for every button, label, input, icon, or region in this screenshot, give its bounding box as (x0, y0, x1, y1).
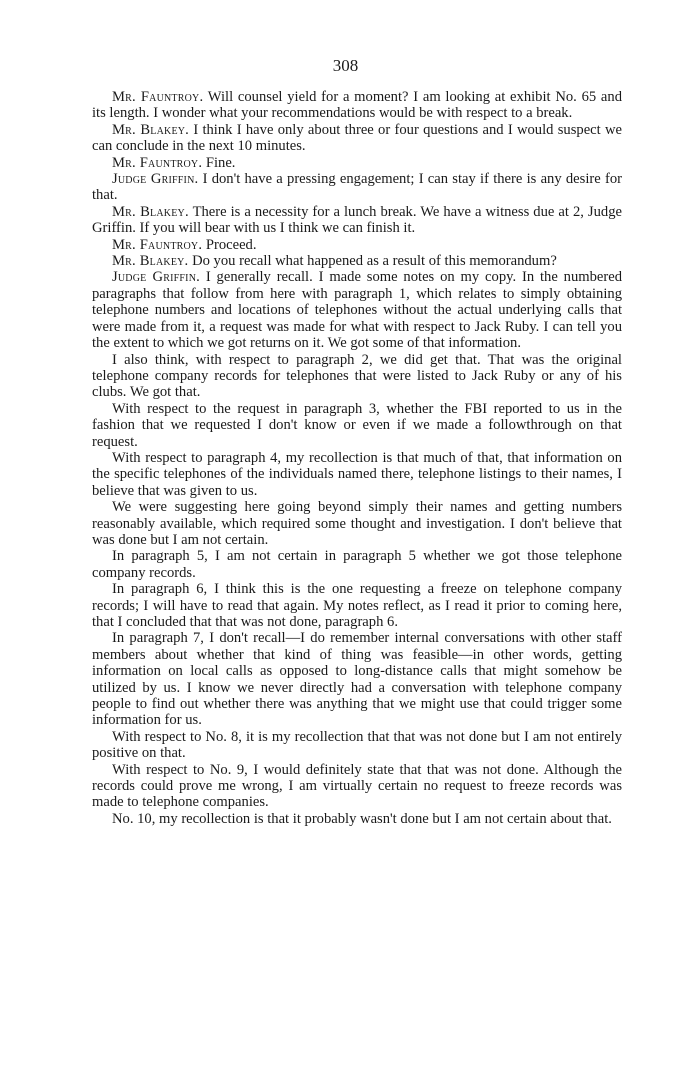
transcript-paragraph (92, 729, 622, 762)
transcript-paragraph (92, 401, 622, 450)
transcript-paragraph (92, 352, 622, 401)
paragraph-text: In paragraph 6, I think this is the one requesting a freeze on telephone company records; I will have to read that again. My notes reflect, as I read it prior to coming here, that I concluded that that was not done, paragraph 6. (92, 581, 622, 630)
page-number: 308 (332, 56, 359, 75)
transcript-paragraph (92, 811, 622, 827)
paragraph-text: Proceed. (202, 236, 257, 253)
transcript-body (92, 89, 622, 827)
transcript-paragraph (92, 253, 622, 269)
transcript-paragraph (92, 122, 622, 155)
paragraph-text: Fine. (202, 154, 236, 171)
speaker-name: Mr. Blakey. (112, 253, 189, 270)
paragraph-text: No. 10, my recollection is that it probably wasn't done but I am not certain about that. (112, 810, 612, 827)
paragraph-text: There is a necessity for a lunch break. We have a witness due at 2, Judge Griffin. If you will bear with us I think we can finish it. (92, 203, 622, 237)
speaker-name: Judge Griffin. (112, 269, 200, 286)
paragraph-text: I think I have only about three or four questions and I would suspect we can conclude in the next 10 minutes. (92, 121, 622, 155)
transcript-paragraph (92, 548, 622, 581)
speaker-name: Mr. Fauntroy. (112, 89, 204, 105)
paragraph-text: We were suggesting here going beyond simply their names and getting numbers reasonably available, which required some thought and investigation. I don't believe that was done but I am not certain. (92, 499, 622, 548)
paragraph-text: With respect to No. 9, I would definitely state that that was not done. Although the records could prove me wrong, I am virtually certain no request to freeze records was made to telephone companies. (92, 761, 622, 811)
paragraph-text: In paragraph 5, I am not certain in paragraph 5 whether we got those telephone company records. (92, 548, 622, 581)
paragraph-text: With respect to paragraph 4, my recollection is that much of that, that information on the specific telephones of the individuals named there, telephone listings to their names, I believe that was given to us. (92, 449, 622, 499)
transcript-paragraph (92, 581, 622, 630)
transcript-paragraph (92, 171, 622, 204)
transcript-paragraph (92, 499, 622, 548)
paragraph-text: Do you recall what happened as a result of this memorandum? (188, 253, 557, 270)
paragraph-text: With respect to the request in paragraph 3, whether the FBI reported to us in the fashion that we requested I don't know or even if we made a followthrough on that request. (92, 400, 622, 450)
paragraph-text: I generally recall. I made some notes on my copy. In the numbered paragraphs that follow from here with paragraph 1, which relates to simply obtaining telephone numbers and locations of telephones without the actual underlying calls that were made from it, a request was made for what with respect to Jack Ruby. I can tell you the extent to which we got returns on it. We got some of that information. (92, 269, 623, 352)
transcript-paragraph (92, 630, 622, 728)
paragraph-text: I don't have a pressing engagement; I can stay if there is any desire for that. (92, 171, 622, 204)
transcript-paragraph (92, 269, 622, 351)
transcript-paragraph (92, 762, 622, 811)
transcript-paragraph (92, 450, 622, 499)
transcript-paragraph (92, 204, 622, 237)
speaker-name: Mr. Blakey. (112, 203, 189, 220)
transcript-paragraph (92, 237, 622, 253)
transcript-paragraph (92, 155, 622, 171)
speaker-name: Judge Griffin. (112, 171, 199, 188)
paragraph-text: I also think, with respect to paragraph 2, we did get that. That was the original telephone company records for telephones that were listed to Jack Ruby or any of his clubs. We got that. (92, 351, 622, 401)
transcript-paragraph (92, 89, 622, 122)
speaker-name: Mr. Blakey. (112, 121, 190, 138)
paragraph-text: Will counsel yield for a moment? I am looking at exhibit No. 65 and its length. I wonder what your recommendations would be with respect to a break. (92, 89, 622, 122)
paragraph-text: With respect to No. 8, it is my recollection that that was not done but I am not entirely positive on that. (92, 728, 622, 762)
speaker-name: Mr. Fauntroy. (112, 154, 203, 171)
paragraph-text: In paragraph 7, I don't recall—I do remember internal conversations with other staff members about whether that kind of thing was feasible—in other words, getting information on local calls as opposed to long-distance calls that might somehow be utilized by us. I know we never directly had a conversation with telephone company people to find out whether there was anything that we might use that could trigger some information for us. (92, 630, 622, 729)
speaker-name: Mr. Fauntroy. (112, 236, 203, 253)
